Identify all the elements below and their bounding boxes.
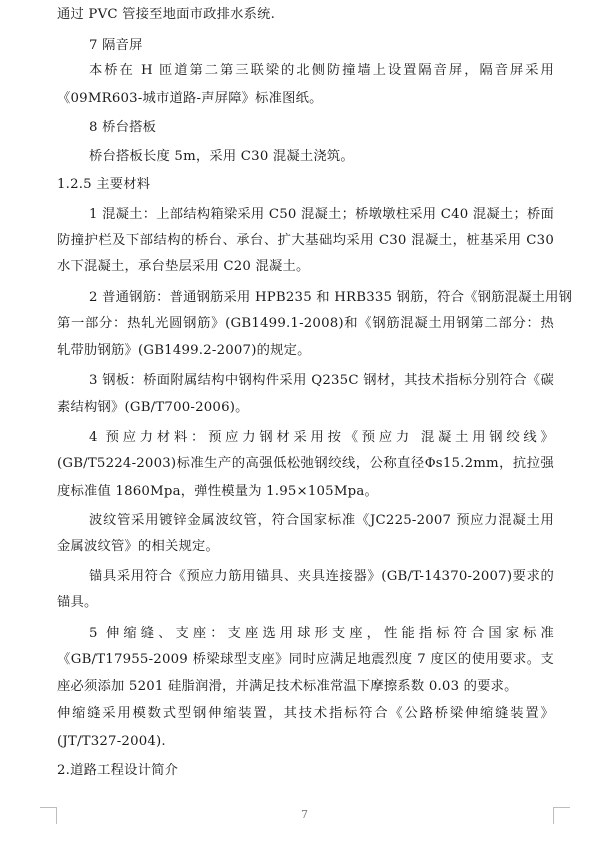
section-heading-road-design: 2.道路工程设计简介 [57, 763, 179, 778]
text-line: 素结构钢》(GB/T700-2006)。 [57, 400, 249, 415]
text-line: 5 伸缩缝、支座：支座选用球形支座，性能指标符合国家标准 [89, 626, 554, 641]
text-line: 3 钢板：桥面附属结构中钢构件采用 Q235C 钢材，其技术指标分别符合《碳 [89, 373, 554, 388]
text-line: 《09MR603-城市道路-声屏障》标准图纸。 [57, 91, 323, 106]
text-line: 第一部分：热轧光圆钢筋》(GB1499.1-2008)和《钢筋混凝土用钢第二部分：热 [57, 316, 554, 331]
section-heading-abutment-slab: 8 桥台搭板 [89, 120, 157, 135]
text-line: 锚具。 [57, 595, 98, 610]
page-number: 7 [301, 808, 308, 821]
text-line: 《GB/T17955-2009 桥梁球型支座》同时应满足地震烈度 7 度区的使用要求。支 [57, 652, 554, 667]
text-line: (GB/T5224-2003)标准生产的高强低松弛钢绞线，公称直径Φs15.2mm，抗拉强 [57, 456, 554, 471]
section-heading-sound-barrier: 7 隔音屏 [89, 38, 143, 53]
text-line: 轧带肋钢筋》(GB1499.2-2007)的规定。 [57, 343, 311, 358]
text-line: 防撞护栏及下部结构的桥台、承台、扩大基础均采用 C30 混凝土，桩基采用 C30 [57, 233, 554, 248]
text-line: 波纹管采用镀锌金属波纹管，符合国家标准《JC225-2007 预应力混凝土用 [89, 513, 554, 528]
text-line: 通过 PVC 管接至地面市政排水系统. [57, 7, 276, 22]
text-line: 座必须添加 5201 硅脂润滑，并满足技术标准常温下摩擦系数 0.03 的要求。 [57, 679, 518, 694]
text-line: 本桥在 H 匝道第二第三联梁的北侧防撞墙上设置隔音屏，隔音屏采用 [89, 63, 554, 78]
text-line: 4 预应力材料：预应力钢材采用按《预应力 混凝土用钢绞线》 [89, 430, 554, 445]
text-line: 锚具采用符合《预应力筋用锚具、夹具连接器》(GB/T-14370-2007)要求的 [89, 569, 554, 584]
section-heading-main-materials: 1.2.5 主要材料 [57, 177, 151, 192]
text-line: 度标准值 1860Mpa，弹性模量为 1.95×105Mpa。 [57, 484, 378, 499]
text-line: (JT/T327-2004). [57, 734, 166, 749]
text-line: 伸缩缝采用模数式型钢伸缩装置，其技术指标符合《公路桥梁伸缩缝装置》 [57, 706, 554, 721]
text-line: 2 普通钢筋：普通钢筋采用 HPB235 和 HRB335 钢筋，符合《钢筋混凝土用钢 [89, 290, 573, 305]
text-line: 金属波纹管》的相关规定。 [57, 539, 219, 554]
text-line: 1 混凝土：上部结构箱梁采用 C50 混凝土；桥墩墩柱采用 C40 混凝土；桥面 [89, 207, 554, 222]
text-line: 水下混凝土，承台垫层采用 C20 混凝土。 [57, 259, 310, 274]
text-line: 桥台搭板长度 5m，采用 C30 混凝土浇筑。 [89, 149, 354, 164]
